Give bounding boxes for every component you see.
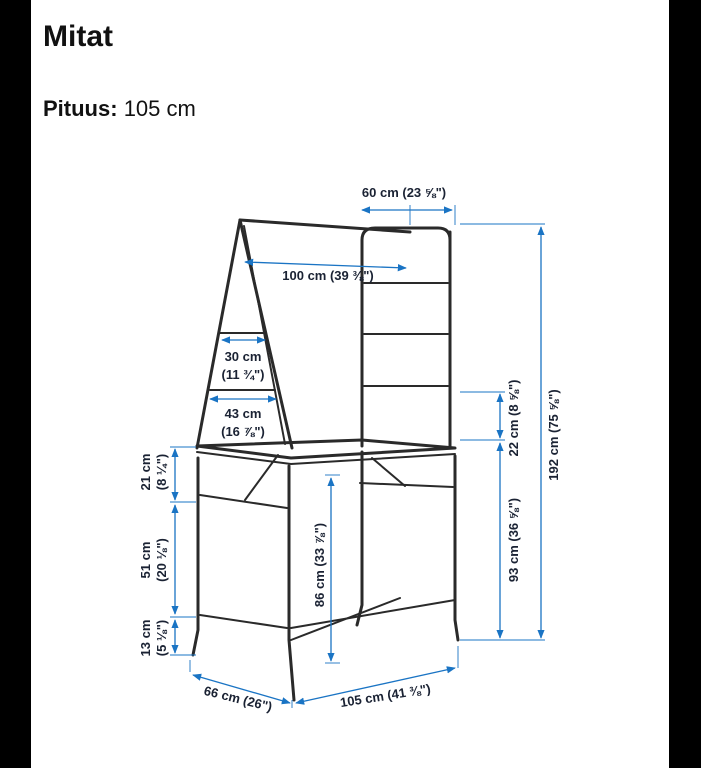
dim-base-depth: 66 cm (26") — [202, 682, 274, 715]
dim-desk-height: 86 cm (33 ⅞") — [312, 522, 327, 608]
dim-top-width: 100 cm (39 ⅜") — [282, 268, 374, 283]
dim-shelf-small-imperial: (11 ¾") — [221, 367, 265, 382]
dim-left-bottom-imperial: (5 ⅛") — [154, 619, 169, 657]
dim-shelf-large-imperial: (16 ⅞") — [221, 424, 265, 439]
dimension-labels — [138, 185, 561, 714]
dim-shelf-small-metric: 30 cm — [224, 349, 262, 364]
page-title: Mitat — [43, 20, 113, 53]
dim-left-mid-metric: 51 cm — [138, 541, 153, 579]
dim-left-top-imperial: (8 ¼") — [154, 453, 169, 491]
dim-shelf-large-metric: 43 cm — [224, 406, 262, 421]
dim-left-bottom-metric: 13 cm — [138, 619, 153, 657]
dim-base-width: 105 cm (41 ⅜") — [338, 680, 432, 711]
furniture-drawing — [193, 220, 458, 700]
dim-total-height: 192 cm (75 ⅝") — [546, 389, 561, 481]
dim-right-small: 22 cm (8 ⅝") — [506, 379, 521, 457]
dim-top-depth: 60 cm (23 ⅝") — [361, 185, 447, 200]
dim-left-top-metric: 21 cm — [138, 453, 153, 491]
length-value: 105 cm — [123, 96, 196, 121]
dim-left-mid-imperial: (20 ⅛") — [154, 538, 169, 582]
dim-right-mid: 93 cm (36 ⅝") — [506, 497, 521, 583]
length-label: Pituus: — [43, 96, 118, 121]
